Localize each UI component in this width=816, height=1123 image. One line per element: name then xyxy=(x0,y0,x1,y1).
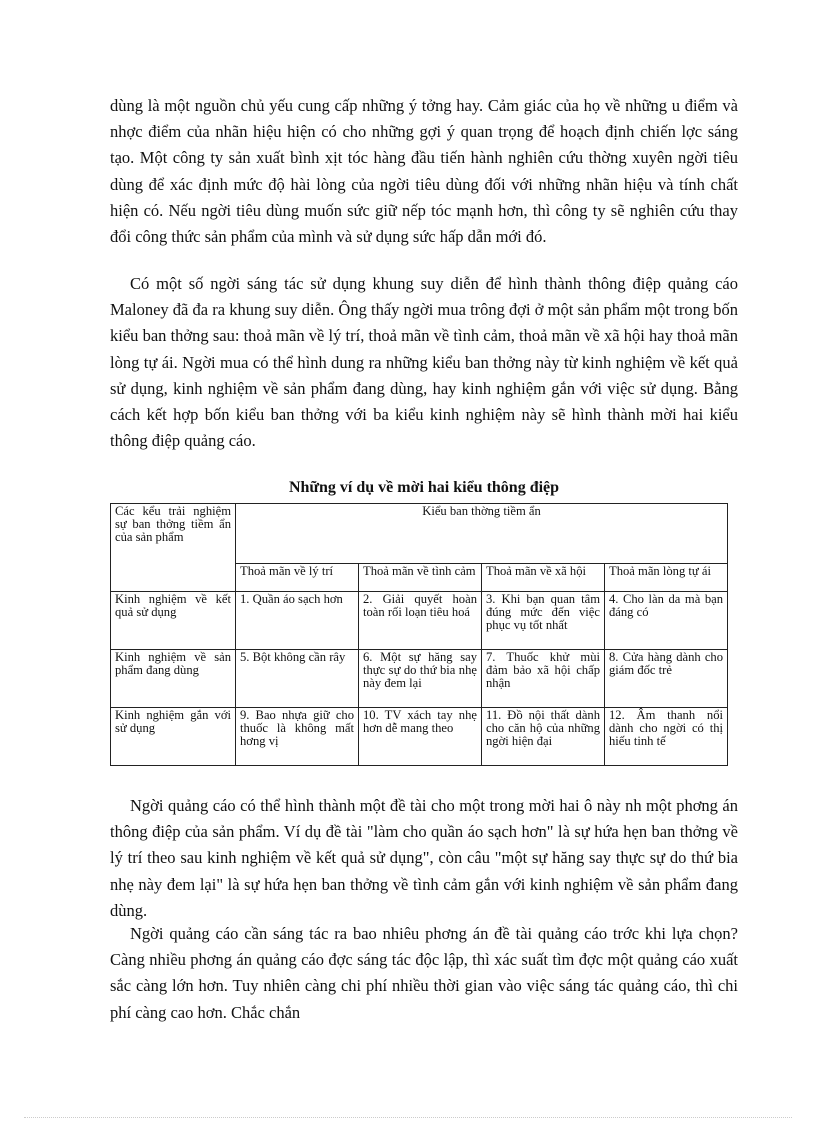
column-header: Thoả mãn về xã hội xyxy=(482,564,605,592)
paragraph-3-text: Ngời quảng cáo có thể hình thành một đề tài cho một trong mời hai ô này nh một phơng án thông điệp của sản phẩm. Ví dụ đề tài "làm cho quần áo sạch hơn" là sự hứa hẹn ban thởng về lý trí theo sau kinh nghiệm về kết quả sử dụng", còn câu "một sự hăng say thực sự do thứ bia nhẹ này đem lại" là sự hứa hẹn ban thởng về tình cảm gắn với kinh nghiệm về sản phẩm đang dùng. xyxy=(110,796,738,920)
paragraph-2 xyxy=(110,271,738,454)
table-row xyxy=(111,592,728,650)
table-group-header: Kiểu ban thờng tiềm ẩn xyxy=(236,504,728,564)
page-bottom-rule xyxy=(24,1117,792,1118)
table-cell: 11. Đồ nội thất dành cho căn hộ của những ngời hiện đại xyxy=(482,708,605,766)
column-header: Thoả mãn về tình cảm xyxy=(359,564,482,592)
table-cell: 10. TV xách tay nhẹ hơn dễ mang theo xyxy=(359,708,482,766)
table-row xyxy=(111,650,728,708)
row-header: Kinh nghiệm về kết quả sử dụng xyxy=(111,592,236,650)
paragraph-4-text: Ngời quảng cáo cần sáng tác ra bao nhiêu phơng án đề tài quảng cáo trớc khi lựa chọn? Càng nhiều phơng án quảng cáo đợc sáng tác độc lập, thì xác suất tìm đợc một quảng cáo xuất sắc càng lớn hơn. Tuy nhiên càng chi phí nhiều thời gian vào việc sáng tác quảng cáo, thì chi phí càng cao hơn. Chắc chắn xyxy=(110,924,738,1022)
row-header: Kinh nghiệm về sản phẩm đang dùng xyxy=(111,650,236,708)
table-corner-header: Các kểu trải nghiệm sự ban thởng tiềm ẩn của sản phẩm xyxy=(111,504,236,592)
table-cell: 6. Một sự hăng say thực sự do thứ bia nhẹ này đem lại xyxy=(359,650,482,708)
table-title: Những ví dụ về mời hai kiểu thông điệp xyxy=(288,479,560,496)
table-cell: 1. Quần áo sạch hơn xyxy=(236,592,359,650)
table-cell: 7. Thuốc khử mùi đảm bảo xã hội chấp nhận xyxy=(482,650,605,708)
table-cell: 4. Cho làn da mà bạn đáng có xyxy=(605,592,728,650)
row-header: Kinh nghiệm gắn với sử dụng xyxy=(111,708,236,766)
paragraph-2-text: Có một số ngời sáng tác sử dụng khung suy diễn để hình thành thông điệp quảng cáo Maloney đã đa ra khung suy diễn. Ông thấy ngời mua trông đợi ở một sản phẩm một trong bốn kiểu ban thởng sau: thoả mãn về lý trí, thoả mãn về tình cảm, thoả mãn về xã hội hay thoả mãn lòng tự ái. Ngời mua có thể hình dung ra những kiểu ban thởng này từ kinh nghiệm về kết quả sử dụng, kinh nghiệm về sản phẩm đang dùng, hay kinh nghiệm gắn với việc sử dụng. Bằng cách kết hợp bốn kiểu ban thởng với ba kiểu kinh nghiệm này sẽ hình thành mời hai kiểu thông điệp quảng cáo. xyxy=(110,274,738,451)
table-cell: 2. Giải quyết hoàn toàn rối loạn tiêu hoá xyxy=(359,592,482,650)
table-cell: 8. Cửa hàng dành cho giám đốc trẻ xyxy=(605,650,728,708)
column-header: Thoả mãn lòng tự ái xyxy=(605,564,728,592)
column-header: Thoả mãn về lý trí xyxy=(236,564,359,592)
table-cell: 12. Âm thanh nổi dành cho ngời có thị hiếu tinh tế xyxy=(605,708,728,766)
message-types-table xyxy=(110,503,728,766)
table-cell: 3. Khi bạn quan tâm đúng mức đến việc phục vụ tốt nhất xyxy=(482,592,605,650)
table-row xyxy=(111,708,728,766)
paragraph-3 xyxy=(110,793,738,924)
paragraph-4 xyxy=(110,921,738,1026)
table-cell: 9. Bao nhựa giữ cho thuốc là không mất hơng vị xyxy=(236,708,359,766)
table-cell: 5. Bột không cần rây xyxy=(236,650,359,708)
paragraph-1: dùng là một nguồn chủ yếu cung cấp những ý tởng hay. Cảm giác của họ về những u điểm và nhợc điểm của nhãn hiệu hiện có cho những gợi ý quan trọng để hoạch định chiến lợc sáng tạo. Một công ty sản xuất bình xịt tóc hàng đầu tiến hành nghiên cứu thờng xuyên ngời tiêu dùng để xác định mức độ hài lòng của ngời tiêu dùng đối với những nhãn hiệu và tính chất hiện có. Nếu ngời tiêu dùng muốn sức giữ nếp tóc mạnh hơn, thì công ty sẽ nghiên cứu thay đổi công thức sản phẩm của mình và sử dụng sức hấp dẫn mới đó. xyxy=(110,96,738,247)
